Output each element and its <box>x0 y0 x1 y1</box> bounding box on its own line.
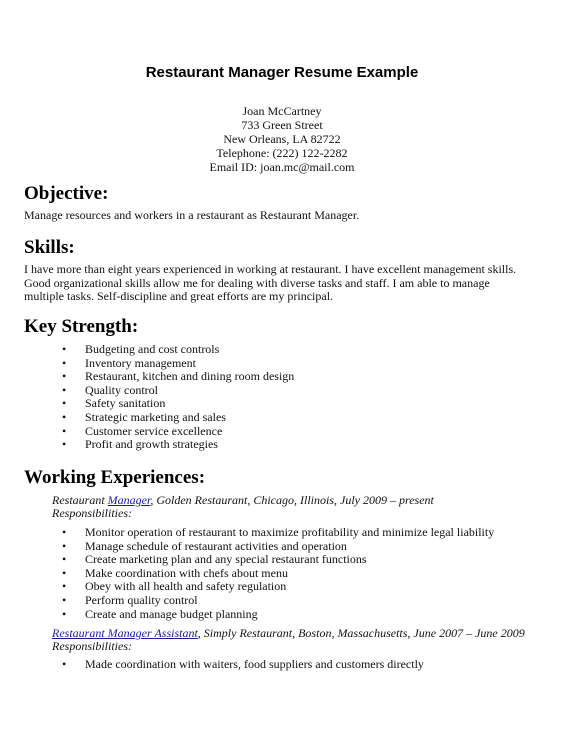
list-item-text: Safety sanitation <box>85 396 166 411</box>
bullet-icon: • <box>62 552 67 567</box>
bullet-icon: • <box>62 565 67 580</box>
list-item <box>62 438 294 452</box>
list-item <box>62 411 294 425</box>
list-item-text: Quality control <box>85 382 158 397</box>
skills-line: I have more than eight years experienced in working at restaurant. I have excellent management skills. <box>24 262 517 276</box>
bullet-icon: • <box>62 355 67 370</box>
bullet-icon: • <box>62 606 67 621</box>
bullet-icon: • <box>62 342 67 356</box>
list-item-text: Manage schedule of restaurant activities and operation <box>85 538 347 553</box>
experience-heading: Working Experiences: <box>24 467 206 488</box>
list-item-text: Perform quality control <box>85 592 198 607</box>
list-item <box>62 658 424 672</box>
list-item-text: Customer service excellence <box>85 423 223 438</box>
objective-text <box>24 209 544 223</box>
bullet-icon: • <box>62 657 67 671</box>
list-item-text: Monitor operation of restaurant to maximize profitability and minimize legal liability <box>85 525 495 539</box>
objective-heading: Objective: <box>24 183 109 204</box>
list-item-text: Obey with all health and safety regulation <box>85 579 287 594</box>
objective-line: Manage resources and workers in a restaurant as Restaurant Manager. <box>24 208 360 222</box>
list-item-text: Budgeting and cost controls <box>85 342 220 356</box>
list-item <box>62 357 294 371</box>
list-item <box>62 370 294 384</box>
key-strength-list <box>62 343 294 452</box>
contact-telephone: Telephone: (222) 122-2282 <box>216 146 348 160</box>
job-title-line <box>52 494 434 520</box>
job-title-link[interactable]: Manager <box>107 493 151 507</box>
responsibilities-label: Responsibilities: <box>52 506 132 520</box>
list-item <box>62 580 494 594</box>
list-item-text: Create marketing plan and any special restaurant functions <box>85 552 367 567</box>
list-item <box>62 343 294 357</box>
contact-name: Joan McCartney <box>242 104 322 118</box>
list-item <box>62 425 294 439</box>
bullet-icon: • <box>62 369 67 384</box>
responsibilities-label: Responsibilities: <box>52 639 132 653</box>
job-title-line <box>52 627 525 653</box>
bullet-icon: • <box>62 423 67 438</box>
contact-city: New Orleans, LA 82722 <box>223 132 341 146</box>
list-item <box>62 540 494 554</box>
list-item-text: Strategic marketing and sales <box>85 409 226 424</box>
bullet-icon: • <box>62 396 67 411</box>
list-item-text: Made coordination with waiters, food suppliers and customers directly <box>85 657 424 671</box>
list-item-text: Inventory management <box>85 355 196 370</box>
bullet-icon: • <box>62 592 67 607</box>
contact-street: 733 Green Street <box>241 118 323 132</box>
skills-line: multiple tasks. Self-discipline and great efforts are my principal. <box>24 289 334 303</box>
list-item <box>62 526 494 540</box>
skills-line: Good organizational skills allow me for dealing with diverse tasks and staff. I am able to manage <box>24 275 490 290</box>
job-detail: , Golden Restaurant, Chicago, Illinois, July 2009 – present <box>150 493 434 507</box>
list-item <box>62 567 494 581</box>
bullet-icon: • <box>62 437 67 452</box>
key-strength-heading: Key Strength: <box>24 316 139 337</box>
list-item-text: Restaurant, kitchen and dining room design <box>85 369 295 384</box>
page-title: Restaurant Manager Resume Example <box>145 64 419 81</box>
bullet-icon: • <box>62 525 67 539</box>
bullet-icon: • <box>62 409 67 424</box>
bullet-icon: • <box>62 382 67 397</box>
skills-text <box>24 263 544 304</box>
list-item <box>62 384 294 398</box>
contact-email: Email ID: joan.mc@mail.com <box>209 160 355 174</box>
skills-heading: Skills: <box>24 237 75 258</box>
bullet-icon: • <box>62 579 67 594</box>
job-responsibilities-list <box>62 658 424 672</box>
list-item <box>62 397 294 411</box>
bullet-icon: • <box>62 538 67 553</box>
job-responsibilities-list <box>62 526 494 621</box>
contact-block <box>0 104 564 174</box>
list-item-text: Profit and growth strategies <box>85 437 218 452</box>
list-item <box>62 594 494 608</box>
job-detail: , Simply Restaurant, Boston, Massachusetts, June 2007 – June 2009 <box>197 626 525 640</box>
list-item <box>62 553 494 567</box>
list-item-text: Create and manage budget planning <box>85 606 258 621</box>
list-item <box>62 608 494 622</box>
list-item-text: Make coordination with chefs about menu <box>85 565 288 580</box>
job-prefix: Restaurant <box>52 493 108 507</box>
job-title-link[interactable]: Restaurant Manager Assistant <box>52 626 198 640</box>
